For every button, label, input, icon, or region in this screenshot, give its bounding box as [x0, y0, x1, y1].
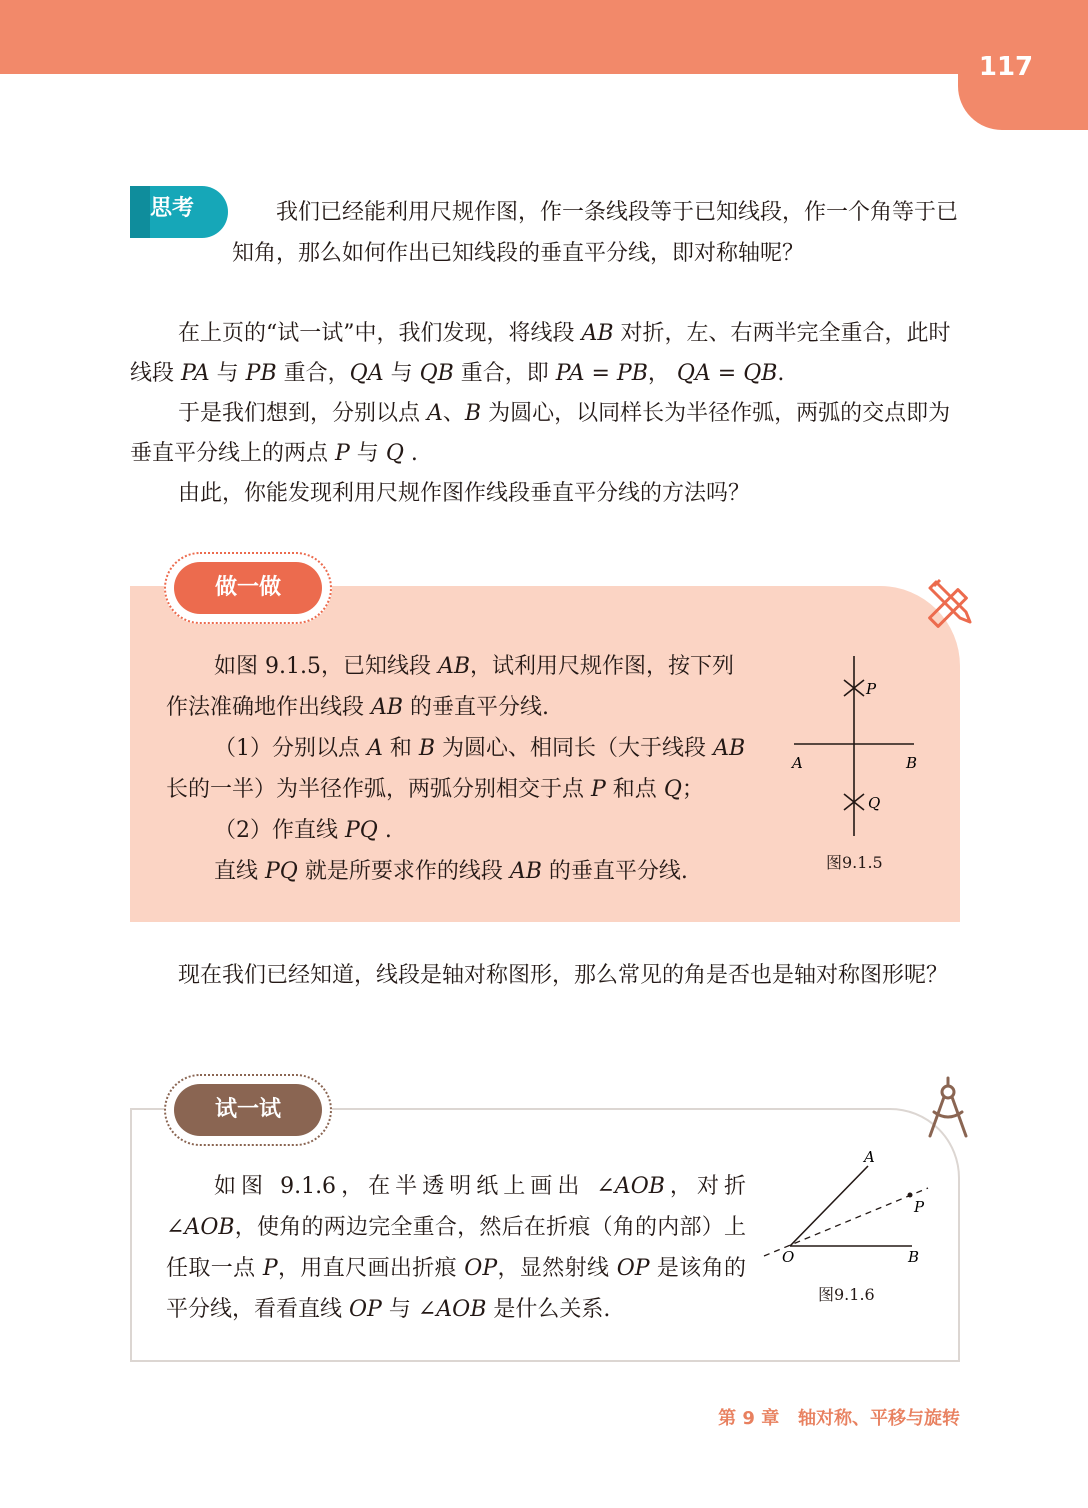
- paragraph-1: [130, 314, 962, 394]
- text: 为圆心，以同样长为半径作弧，两弧的交点即为垂直平分线上的两点: [130, 401, 951, 466]
- text: ，用直尺画出折痕: [277, 1256, 465, 1281]
- text: （1）分别以点: [214, 736, 367, 761]
- math: QA = QB: [676, 361, 778, 386]
- text: ，试利用尺规作图，按下列作法准确地作出线段: [166, 654, 735, 720]
- math: OP: [616, 1256, 650, 1281]
- math: PQ: [345, 818, 378, 843]
- text: 就是所要求作的线段: [297, 859, 510, 884]
- text: 如图 9.1.6，在半透明纸上画出: [214, 1174, 597, 1199]
- point-label-b: B: [908, 1248, 920, 1266]
- text: 、: [442, 401, 465, 426]
- compass-icon: [922, 1076, 974, 1142]
- text: 与: [383, 361, 420, 386]
- text: 的垂直平分线.: [403, 695, 550, 720]
- think-tag-shade: [130, 186, 150, 238]
- text: 与: [209, 361, 246, 386]
- point-p: [908, 1193, 913, 1198]
- math: B: [464, 401, 482, 426]
- do-section-label-text: 做一做: [174, 562, 322, 614]
- text: 对折，左、右两半完全重合，此时线段: [130, 321, 951, 386]
- math: Q: [663, 777, 682, 802]
- think-tag-label: 思考: [150, 196, 195, 221]
- think-text-content: 我们已经能利用尺规作图，作一条线段等于已知线段，作一个角等于已知角，那么如何作出已知线段的垂直平分线，即对称轴呢？: [232, 200, 959, 266]
- math: PA: [181, 361, 210, 386]
- header-band: [0, 0, 1088, 74]
- try-paragraph: [166, 1166, 746, 1330]
- text: 与: [381, 1297, 418, 1322]
- text: 在上页的“试一试”中，我们发现，将线段: [178, 321, 582, 346]
- point-label-a: A: [792, 754, 803, 772]
- math: AB: [437, 654, 471, 679]
- text: ，显然射线: [497, 1256, 617, 1281]
- text: ；: [681, 777, 704, 802]
- math: PA = PB: [555, 361, 648, 386]
- paragraph-3: [130, 474, 962, 514]
- do-step-2: [166, 810, 750, 851]
- math: AB: [509, 859, 542, 884]
- text: ，: [647, 361, 677, 386]
- math: P: [335, 441, 350, 466]
- chapter-footer: 第 9 章 轴对称、平移与旋转: [718, 1408, 960, 1429]
- point-label-a: A: [864, 1148, 875, 1166]
- math: OP: [464, 1256, 498, 1281]
- text: 是什么关系.: [486, 1297, 611, 1322]
- math: ∠AOB: [596, 1174, 665, 1199]
- math: ∠AOB: [166, 1215, 235, 1240]
- math: OP: [349, 1297, 382, 1322]
- text: .: [377, 818, 392, 843]
- math: AB: [581, 321, 614, 346]
- try-section-text: [166, 1166, 746, 1330]
- do-section-label: [164, 552, 332, 624]
- paragraph-4: [130, 956, 962, 996]
- figure-9-1-5-caption: 图9.1.5: [826, 853, 883, 872]
- text: 现在我们已经知道，线段是轴对称图形，那么常见的角是否也是轴对称图形呢？: [178, 963, 949, 988]
- do-section-text: [166, 646, 750, 892]
- math: A: [367, 736, 383, 761]
- point-label-b: B: [906, 754, 918, 772]
- math: PQ: [265, 859, 298, 884]
- math: P: [591, 777, 606, 802]
- text: 与: [349, 441, 386, 466]
- text: 和: [382, 736, 419, 761]
- point-label-o: O: [782, 1248, 795, 1266]
- text: .: [403, 441, 418, 466]
- figure-9-1-5: [780, 650, 940, 850]
- math: Q: [385, 441, 404, 466]
- text: ，对折: [664, 1174, 746, 1199]
- try-section-label: [164, 1074, 332, 1146]
- page-number: 117: [978, 52, 1034, 82]
- math: B: [418, 736, 436, 761]
- text: 重合，: [276, 361, 350, 386]
- figure-9-1-6: [756, 1144, 946, 1274]
- paragraph-2: [130, 394, 962, 474]
- try-section-label-text: 试一试: [174, 1084, 322, 1136]
- text: ，使角的两边完全重合，然后在折痕（角的内部）上任取一点: [166, 1215, 746, 1281]
- point-label-p: P: [914, 1198, 925, 1216]
- text: 的垂直平分线.: [541, 859, 688, 884]
- text: .: [777, 361, 785, 386]
- text: 为圆心、相同长（大于线段: [435, 736, 714, 761]
- do-step-1: [166, 728, 750, 810]
- math: AB: [371, 695, 404, 720]
- think-tag: [130, 186, 228, 238]
- point-label-p: P: [866, 680, 877, 698]
- text: 由此，你能发现利用尺规作图作线段垂直平分线的方法吗？: [178, 481, 751, 506]
- ray-oa: [790, 1166, 868, 1246]
- do-paragraph-1: [166, 646, 750, 728]
- text: 和点: [605, 777, 664, 802]
- figure-9-1-6-caption: 图9.1.6: [818, 1285, 875, 1304]
- text: 是该角的平分线，看看直线: [166, 1256, 747, 1322]
- math: P: [262, 1256, 278, 1281]
- text: 长的一半）为半径作弧，两弧分别相交于点: [166, 777, 591, 802]
- point-label-q: Q: [868, 794, 881, 812]
- text: 于是我们想到，分别以点: [178, 401, 427, 426]
- text: 如图 9.1.5，已知线段: [214, 654, 438, 679]
- math: PB: [245, 361, 277, 386]
- text: （2）作直线: [214, 818, 345, 843]
- math: A: [427, 401, 443, 426]
- do-conclusion: [166, 851, 750, 892]
- math: QA: [349, 361, 384, 386]
- math: AB: [713, 736, 746, 761]
- text: 直线: [214, 859, 265, 884]
- math: ∠AOB: [417, 1297, 487, 1322]
- text: 重合，即: [453, 361, 556, 386]
- math: QB: [419, 361, 454, 386]
- think-text: [232, 192, 962, 274]
- pencil-ruler-icon: [922, 572, 978, 628]
